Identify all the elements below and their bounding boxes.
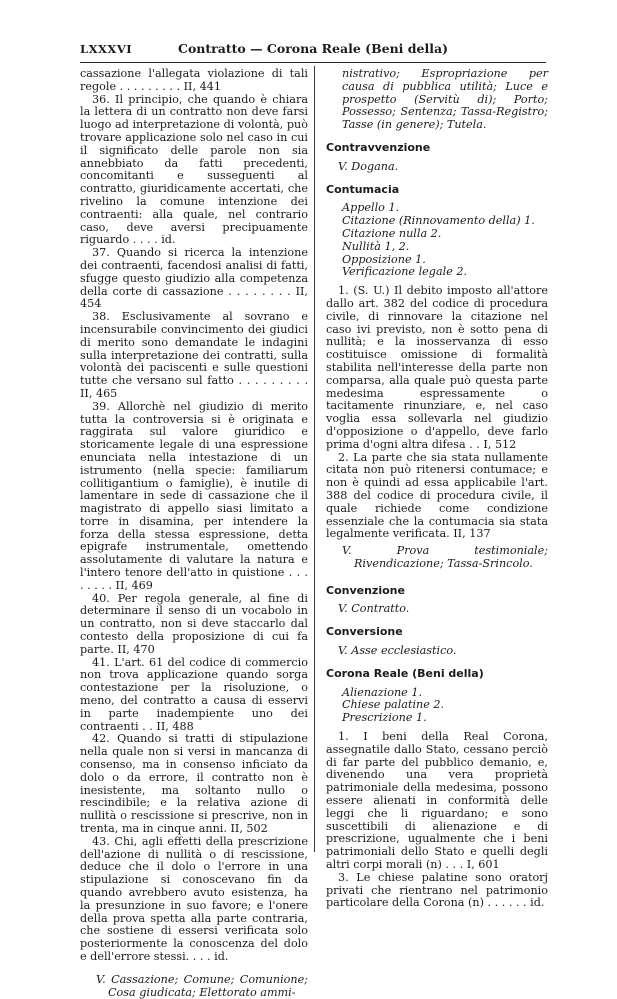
subheading-item: Citazione (Rinnovamento della) 1. bbox=[342, 214, 535, 228]
see-reference-conversione: V. Asse ecclesiastico. bbox=[338, 644, 457, 658]
column-divider bbox=[314, 66, 315, 852]
see-reference-contumacia: V. Prova testimoniale; Rivendicazione; Tassa-Srincolo. bbox=[342, 544, 548, 570]
see-reference-contravvenzione: V. Dogana. bbox=[338, 159, 399, 173]
paragraph-38: 38. Esclusivamente al sovrano e incensurabile convincimento dei giudici di merito sono demandate le indagini sulla interpretazione dei contratti, sulla volontà dei paciscenti e sulle questioni tutte che versano sul fatto . . . . . . . . . II, 465 bbox=[80, 310, 308, 400]
paragraph-36: 36. Il principio, che quando è chiara la lettera di un contratto non deve farsi luogo ad interpretazione di volontà, può trovare applicazione solo nel caso in cui il significato delle parole non sia annebbiato da fatti precedenti, concomitanti e susseguenti al contratto, giuridicamente accertati, che rivelino la comune intenzione dei contraenti: alla quale, nel contrario caso, deve aversi precipuamente riguardo . . . . id. bbox=[80, 92, 308, 247]
corona-paragraph-1: 1. I beni della Real Corona, assegnatile dallo Stato, cessano perciò di far parte del pubblico demanio, e, divenendo una vera proprietà patrimoniale della medesima, possono essere alienati in conformità delle leggi che li riguardano; e sono suscettibili di alienazione e di prescrizione, ugualmente che i beni patrimoniali dello Stato e quelli degli altri corpi morali (n) . . . I, 601 bbox=[326, 730, 548, 872]
paragraph-37: 37. Quando si ricerca la intenzione dei contraenti, facendosi analisi di fatti, sfugge questo giudizio alla competenza della corte di cassazione . . . . . . . . II, 454 bbox=[80, 246, 308, 311]
header-rule bbox=[80, 62, 546, 63]
entry-heading-contumacia: Contumacia bbox=[326, 182, 400, 196]
continued-paragraph: cassazione l'allegata violazione di tali regole . . . . . . . . . II, 441 bbox=[80, 67, 308, 93]
page-number: LXXXVI bbox=[80, 42, 133, 56]
subheading-item: Alienazione 1. bbox=[342, 685, 422, 699]
subheading-item: Prescrizione 1. bbox=[342, 711, 427, 725]
subheading-item: Verificazione legale 2. bbox=[342, 265, 468, 279]
entry-heading-contravvenzione: Contravvenzione bbox=[326, 140, 431, 154]
subheading-item: Opposizione 1. bbox=[342, 252, 426, 266]
entry-heading-conversione: Conversione bbox=[326, 625, 403, 639]
subheading-item: Chiese palatine 2. bbox=[342, 698, 445, 712]
right-column bbox=[326, 68, 548, 910]
left-column bbox=[80, 68, 308, 999]
subheading-item: Appello 1. bbox=[342, 201, 400, 215]
paragraph-39: 39. Allorchè nel giudizio di merito tutta la controversia si è originata e raggirata sul valore giuridico e storicamente legale di una espressione enunciata nella intestazione di un istrumento (nella specie: familiarum collitigantium o famiglie), è inutile di lamentare in sede di cassazione che il magistrato di appello siasi limitato a torre in disamina, per intendere la forza della stessa espressione, detta epigrafe instrumentale, omettendo assolutamente di valutare la natura e l'intero tenore dell'atto in quistione . . . . . . . . II, 469 bbox=[80, 399, 308, 592]
entry-heading-convenzione: Convenzione bbox=[326, 583, 405, 597]
page-title: Contratto — Corona Reale (Beni della) bbox=[178, 41, 448, 56]
paragraph-40: 40. Per regola generale, al fine di determinare il senso di un vocabolo in un contratto, non si deve staccarlo dal contesto della proposizione di cui fa parte. II, 470 bbox=[80, 591, 308, 656]
contumacia-paragraph-2: 2. La parte che sia stata nullamente citata non può ritenersi contumace; e non è quindi ad essa applicabile l'art. 388 del codice di procedura civile, il quale richiede come condizione essenziale che la contumacia sia stata legalmente verificata. II, 137 bbox=[326, 450, 548, 541]
paragraph-41: 41. L'art. 61 del codice di commercio non trova applicazione quando sorga contestazione per la risoluzione, o meno, del contratto a causa di esservi in parte inadempiente uno dei contraenti . . II, 488 bbox=[80, 655, 308, 733]
subheading-item: Citazione nulla 2. bbox=[342, 226, 442, 240]
entry-heading-corona-reale: Corona Reale (Beni della) bbox=[326, 666, 484, 680]
paragraph-42: 42. Quando si tratti di stipulazione nella quale non si versi in mancanza di consenso, ma in consenso inficiato da dolo o da errore, il contratto non è inesistente, ma soltanto nullo o rescindibile; e la relativa azione di nullità o rescissione si prescrive, non in trenta, ma in cinque anni. II, 502 bbox=[80, 732, 308, 836]
running-header bbox=[80, 38, 546, 60]
paragraph-43: 43. Chi, agli effetti della prescrizione dell'azione di nullità o di rescissione, deduce che il dolo o l'errore in una stipulazione si conoscevano fin da quando avrebbero avuto esistenza, ha la presunzione in suo favore; e l'onere della prova spetta alla parte contraria, che sostiene di essersi verificata solo posteriormente la conoscenza del dolo e dell'errore stessi. . . . id. bbox=[80, 834, 308, 963]
see-also-continued: nistrativo; Espropriazione per causa di pubblica utilità; Luce e prospetto (Servitù di); Porto; Possesso; Sentenza; Tassa-Registro; Tasse (in genere); Tutela. bbox=[342, 67, 548, 132]
subheading-item: Nullità 1, 2. bbox=[342, 239, 410, 253]
corona-paragraph-3: 3. Le chiese palatine sono oratorj privati che rientrano nel patrimonio particolare della Corona (n) . . . . . . id. bbox=[326, 870, 548, 910]
see-reference-convenzione: V. Contratto. bbox=[338, 602, 410, 616]
contumacia-paragraph-1: 1. (S. U.) Il debito imposto all'attore dallo art. 382 del codice di procedura civile, di rinnovare la citazione nel caso ivi previsto, non è sotto pena di nullità; e la inosservanza di esso costituisce omissione di formalità stabilita nell'interesse della parte non comparsa, alla quale può questa parte medesima espressamente o tacitamente rinunziare, e, nel caso voglia essa sollevarla nel giudizio d'opposizione o d'appello, deve farlo prima d'ogni altra difesa . . I, 512 bbox=[326, 284, 548, 451]
see-also-references: V. Cassazione; Comune; Comunione; Cosa giudicata; Elettorato ammi- bbox=[96, 972, 308, 999]
